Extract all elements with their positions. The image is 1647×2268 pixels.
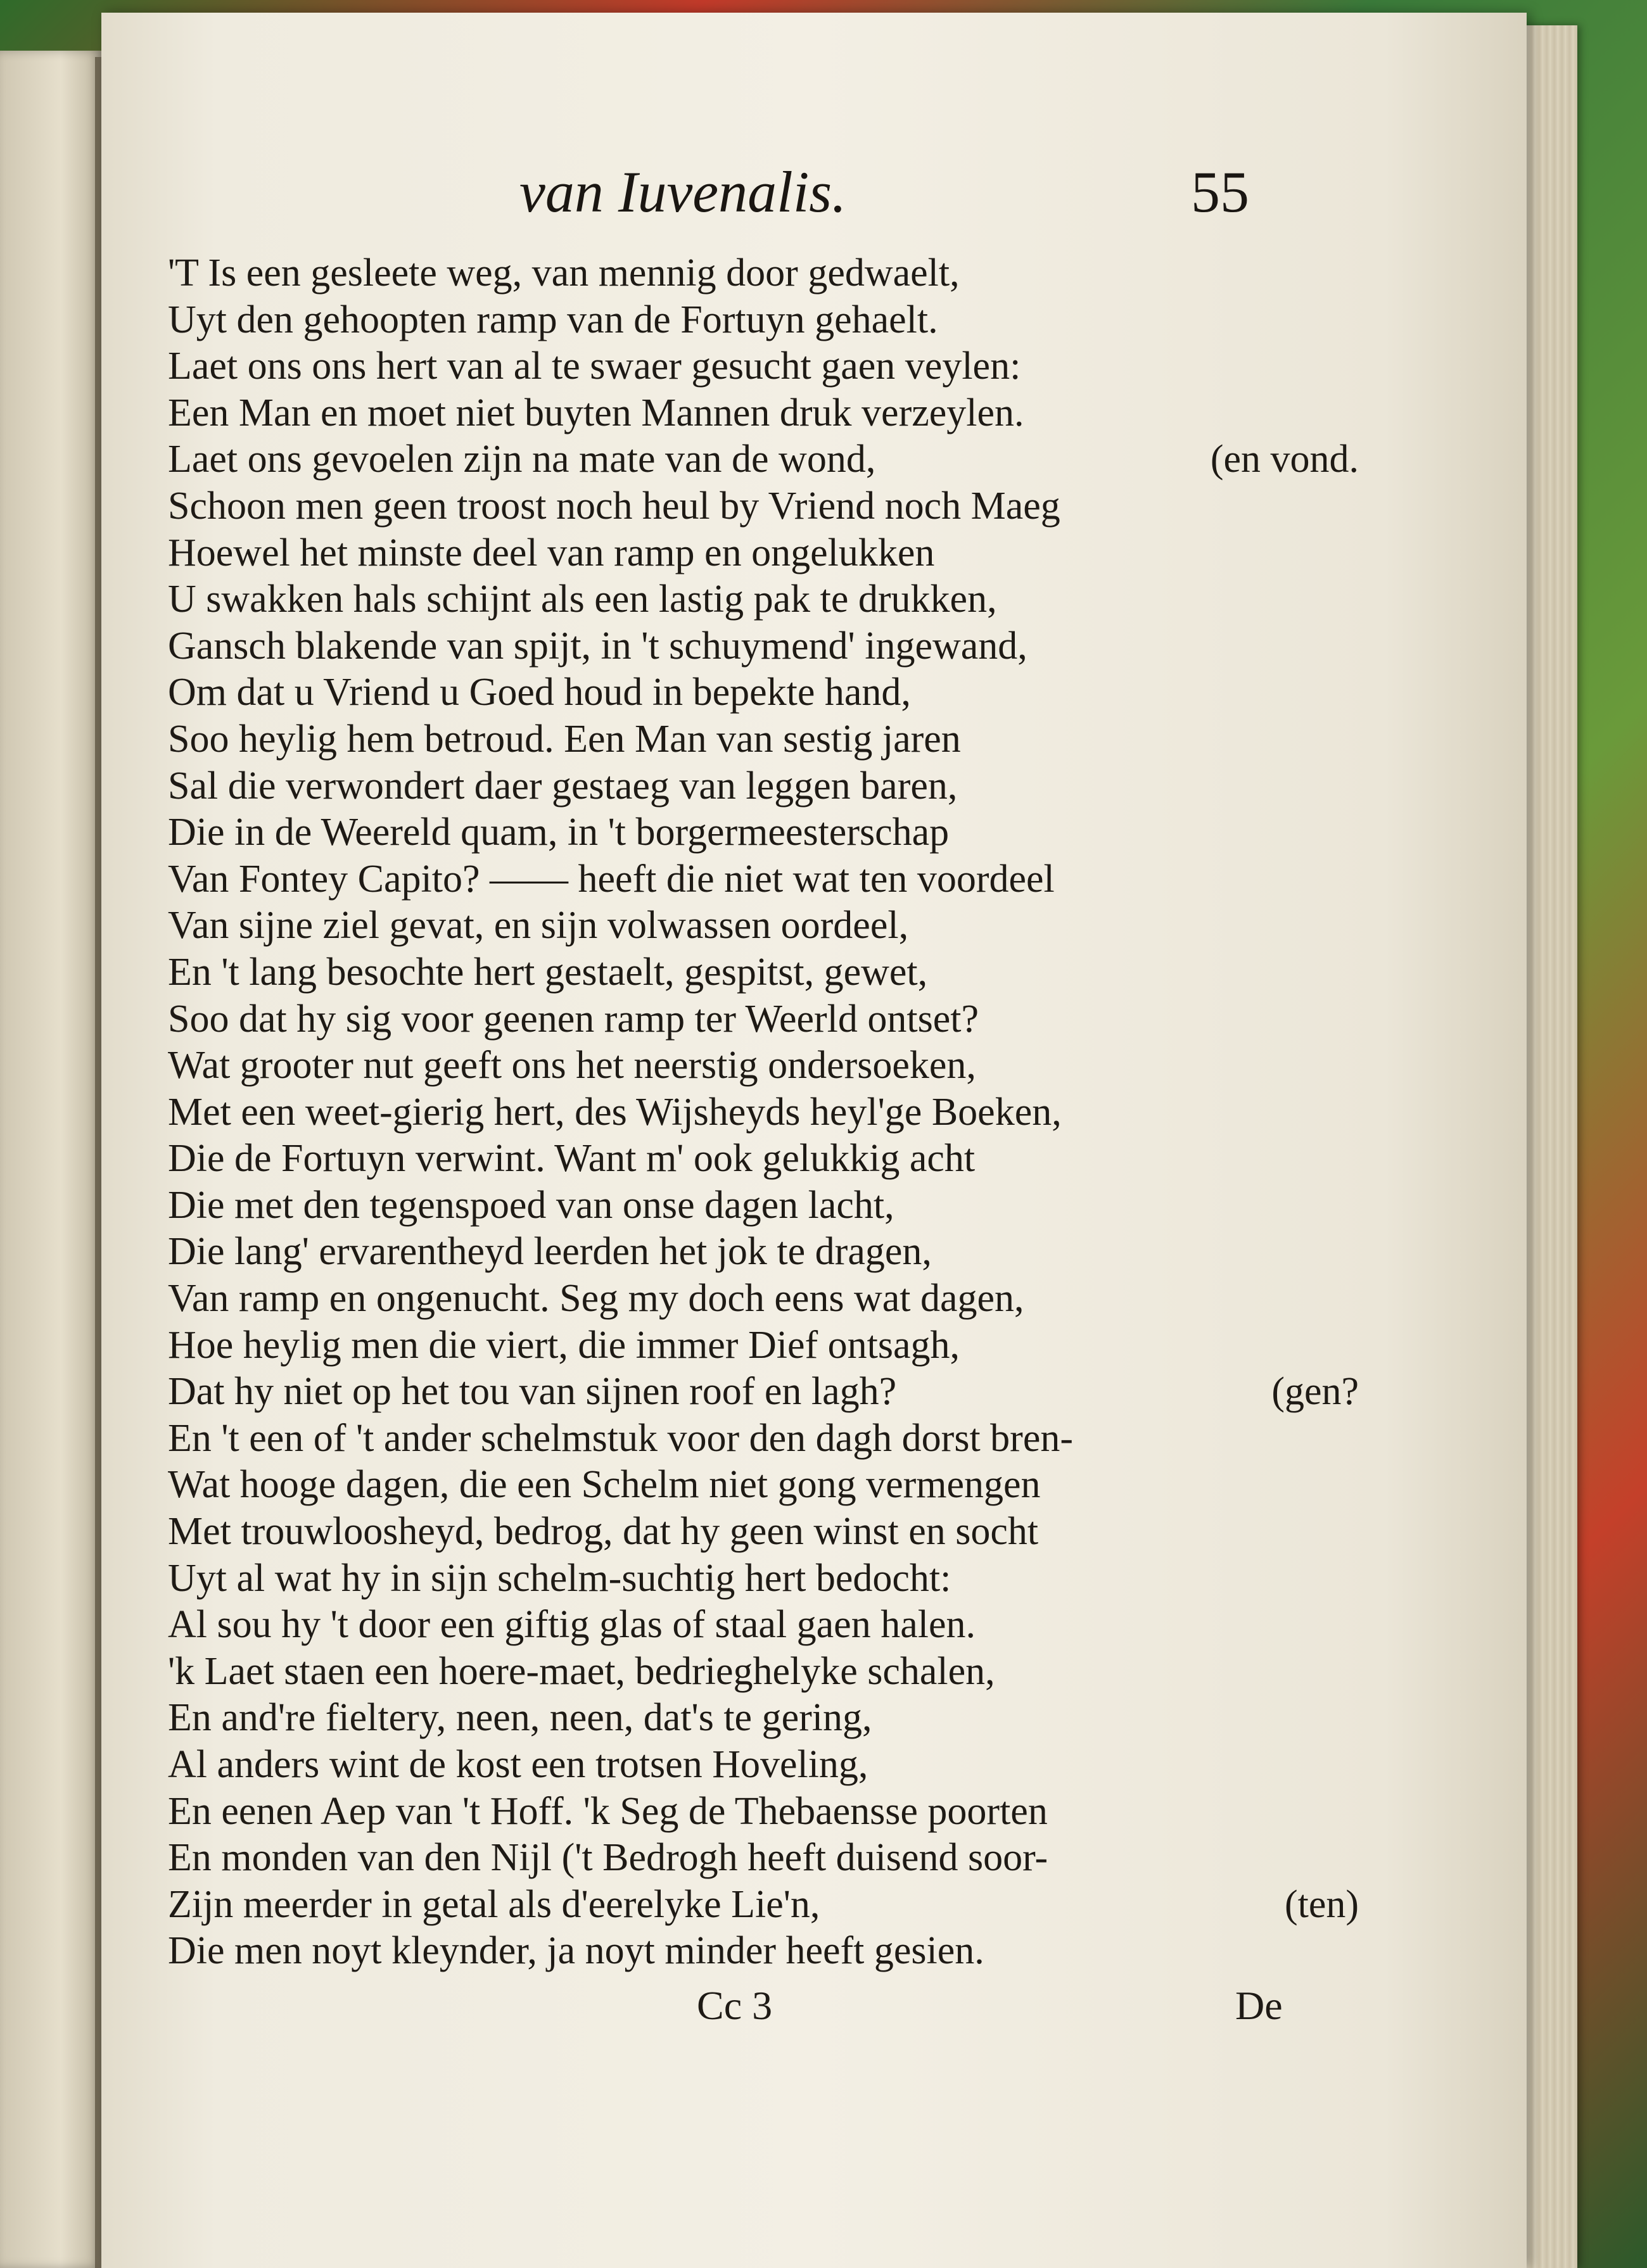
verse-line (168, 1182, 1359, 1229)
verse-line-turnover: (gen? (1271, 1370, 1359, 1414)
verse-line-text: En and're fieltery, neen, neen, dat's te gering, (168, 1696, 872, 1740)
verse-line (168, 1136, 1359, 1182)
verse-line-text: Al anders wint de kost een trotsen Hoveling, (168, 1743, 868, 1786)
poem-text (168, 250, 1359, 1975)
verse-line-text: Wat hooge dagen, die een Schelm niet gong vermengen (168, 1463, 1041, 1507)
verse-line (168, 949, 1359, 996)
verse-line-text: Laet ons gevoelen zijn na mate van de wond, (168, 438, 876, 481)
verse-line-text: Die in de Weereld quam, in 't borgermeesterschap (168, 811, 950, 854)
verse-line-text: Sal die verwondert daer gestaeg van leggen baren, (168, 764, 958, 808)
verse-line (168, 1089, 1359, 1136)
verse-line-text: Om dat u Vriend u Goed houd in bepekte hand, (168, 671, 911, 714)
verse-line (168, 856, 1359, 903)
verse-line (168, 1229, 1359, 1276)
verse-line-text: Hoe heylig men die viert, die immer Dief ontsagh, (168, 1323, 960, 1367)
verse-line-text: En eenen Aep van 't Hoff. 'k Seg de Thebaensse poorten (168, 1789, 1048, 1833)
verse-line (168, 809, 1359, 856)
verse-line-text: Laet ons ons hert van al te swaer gesucht gaen veylen: (168, 345, 1021, 388)
page-footer (101, 1982, 1527, 2046)
verse-line-text: 'k Laet staen een hoere-maet, bedrieghelyke schalen, (168, 1649, 995, 1693)
verse-line-text: Die de Fortuyn verwint. Want m' ook gelukkig acht (168, 1137, 976, 1181)
verse-line-text: 'T Is een gesleete weg, van mennig door gedwaelt, (168, 251, 960, 295)
verse-line (168, 1695, 1359, 1742)
verse-line-text: Die lang' ervarentheyd leerden het jok te dragen, (168, 1230, 932, 1274)
verse-line-text: Gansch blakende van spijt, in 't schuymend' ingewand, (168, 624, 1027, 668)
verse-line-text: Uyt al wat hy in sijn schelm-suchtig hert bedocht: (168, 1556, 951, 1600)
verse-line (168, 903, 1359, 949)
verse-line (168, 763, 1359, 810)
verse-line-text: Van ramp en ongenucht. Seg my doch eens wat dagen, (168, 1277, 1024, 1321)
signature-mark: Cc 3 (697, 1983, 773, 2028)
verse-line-text: Schoon men geen troost noch heul by Vriend noch Maeg (168, 484, 1060, 528)
verse-line (168, 1509, 1359, 1555)
verse-line (168, 343, 1359, 390)
verse-line-turnover: (en vond. (1210, 438, 1359, 481)
verse-line (168, 250, 1359, 297)
left-page-edge (0, 51, 101, 2268)
verse-line (168, 623, 1359, 670)
verse-line (168, 716, 1359, 763)
verse-line (168, 1555, 1359, 1602)
verse-line (168, 996, 1359, 1043)
verse-line (168, 1649, 1359, 1695)
verse-line-text: Soo dat hy sig voor geenen ramp ter Weerld ontset? (168, 997, 979, 1041)
verse-line-turnover: (ten) (1284, 1882, 1359, 1926)
verse-line (168, 390, 1359, 437)
verse-line (168, 1928, 1359, 1975)
verse-line (168, 1462, 1359, 1509)
verse-line-text: Dat hy niet op het tou van sijnen roof en lagh? (168, 1370, 897, 1414)
verse-line (168, 1789, 1359, 1835)
verse-line (168, 1322, 1359, 1369)
verse-line-text: Van sijne ziel gevat, en sijn volwassen oordeel, (168, 904, 909, 947)
verse-line-text: U swakken hals schijnt als een lastig pak te drukken, (168, 578, 997, 621)
book-page (101, 13, 1527, 2268)
verse-line-text: Die met den tegenspoed van onse dagen lacht, (168, 1183, 894, 1227)
verse-line-text: Van Fontey Capito? —— heeft die niet wat ten voordeel (168, 857, 1055, 901)
page-number: 55 (1191, 160, 1249, 224)
verse-line (168, 436, 1359, 483)
verse-line-text: En 't een of 't ander schelmstuk voor den dagh dorst bren- (168, 1416, 1073, 1460)
verse-line-text: En monden van den Nijl ('t Bedrogh heeft duisend soor- (168, 1836, 1048, 1880)
verse-line-text: Al sou hy 't door een giftig glas of staal gaen halen. (168, 1603, 976, 1647)
verse-line-text: En 't lang besochte hert gestaelt, gespitst, gewet, (168, 950, 928, 994)
verse-line-text: Met een weet-gierig hert, des Wijsheyds heyl'ge Boeken, (168, 1090, 1062, 1134)
verse-line (168, 1416, 1359, 1462)
verse-line (168, 669, 1359, 716)
page-header (101, 158, 1527, 247)
running-title: van Iuvenalis. (519, 160, 847, 224)
verse-line (168, 530, 1359, 577)
catchword: De (1235, 1983, 1283, 2028)
verse-line-text: Zijn meerder in getal als d'eerelyke Lie'n, (168, 1882, 820, 1926)
verse-line (168, 297, 1359, 344)
verse-line-text: Wat grooter nut geeft ons het neerstig ondersoeken, (168, 1044, 976, 1087)
verse-line-text: Hoewel het minste deel van ramp en ongelukken (168, 531, 935, 574)
verse-line (168, 1602, 1359, 1649)
verse-line-text: Soo heylig hem betroud. Een Man van sestig jaren (168, 717, 961, 761)
verse-line (168, 1042, 1359, 1089)
verse-line (168, 1835, 1359, 1882)
verse-line-text: Een Man en moet niet buyten Mannen druk verzeylen. (168, 391, 1024, 434)
verse-line (168, 576, 1359, 623)
verse-line-text: Uyt den gehoopten ramp van de Fortuyn gehaelt. (168, 298, 938, 341)
verse-line (168, 1882, 1359, 1929)
verse-line-text: Met trouwloosheyd, bedrog, dat hy geen winst en socht (168, 1510, 1039, 1554)
page-stack-edge (1520, 25, 1577, 2268)
verse-line (168, 483, 1359, 530)
verse-line (168, 1276, 1359, 1322)
verse-line (168, 1369, 1359, 1416)
verse-line-text: Die men noyt kleynder, ja noyt minder heeft gesien. (168, 1929, 984, 1973)
verse-line (168, 1742, 1359, 1789)
